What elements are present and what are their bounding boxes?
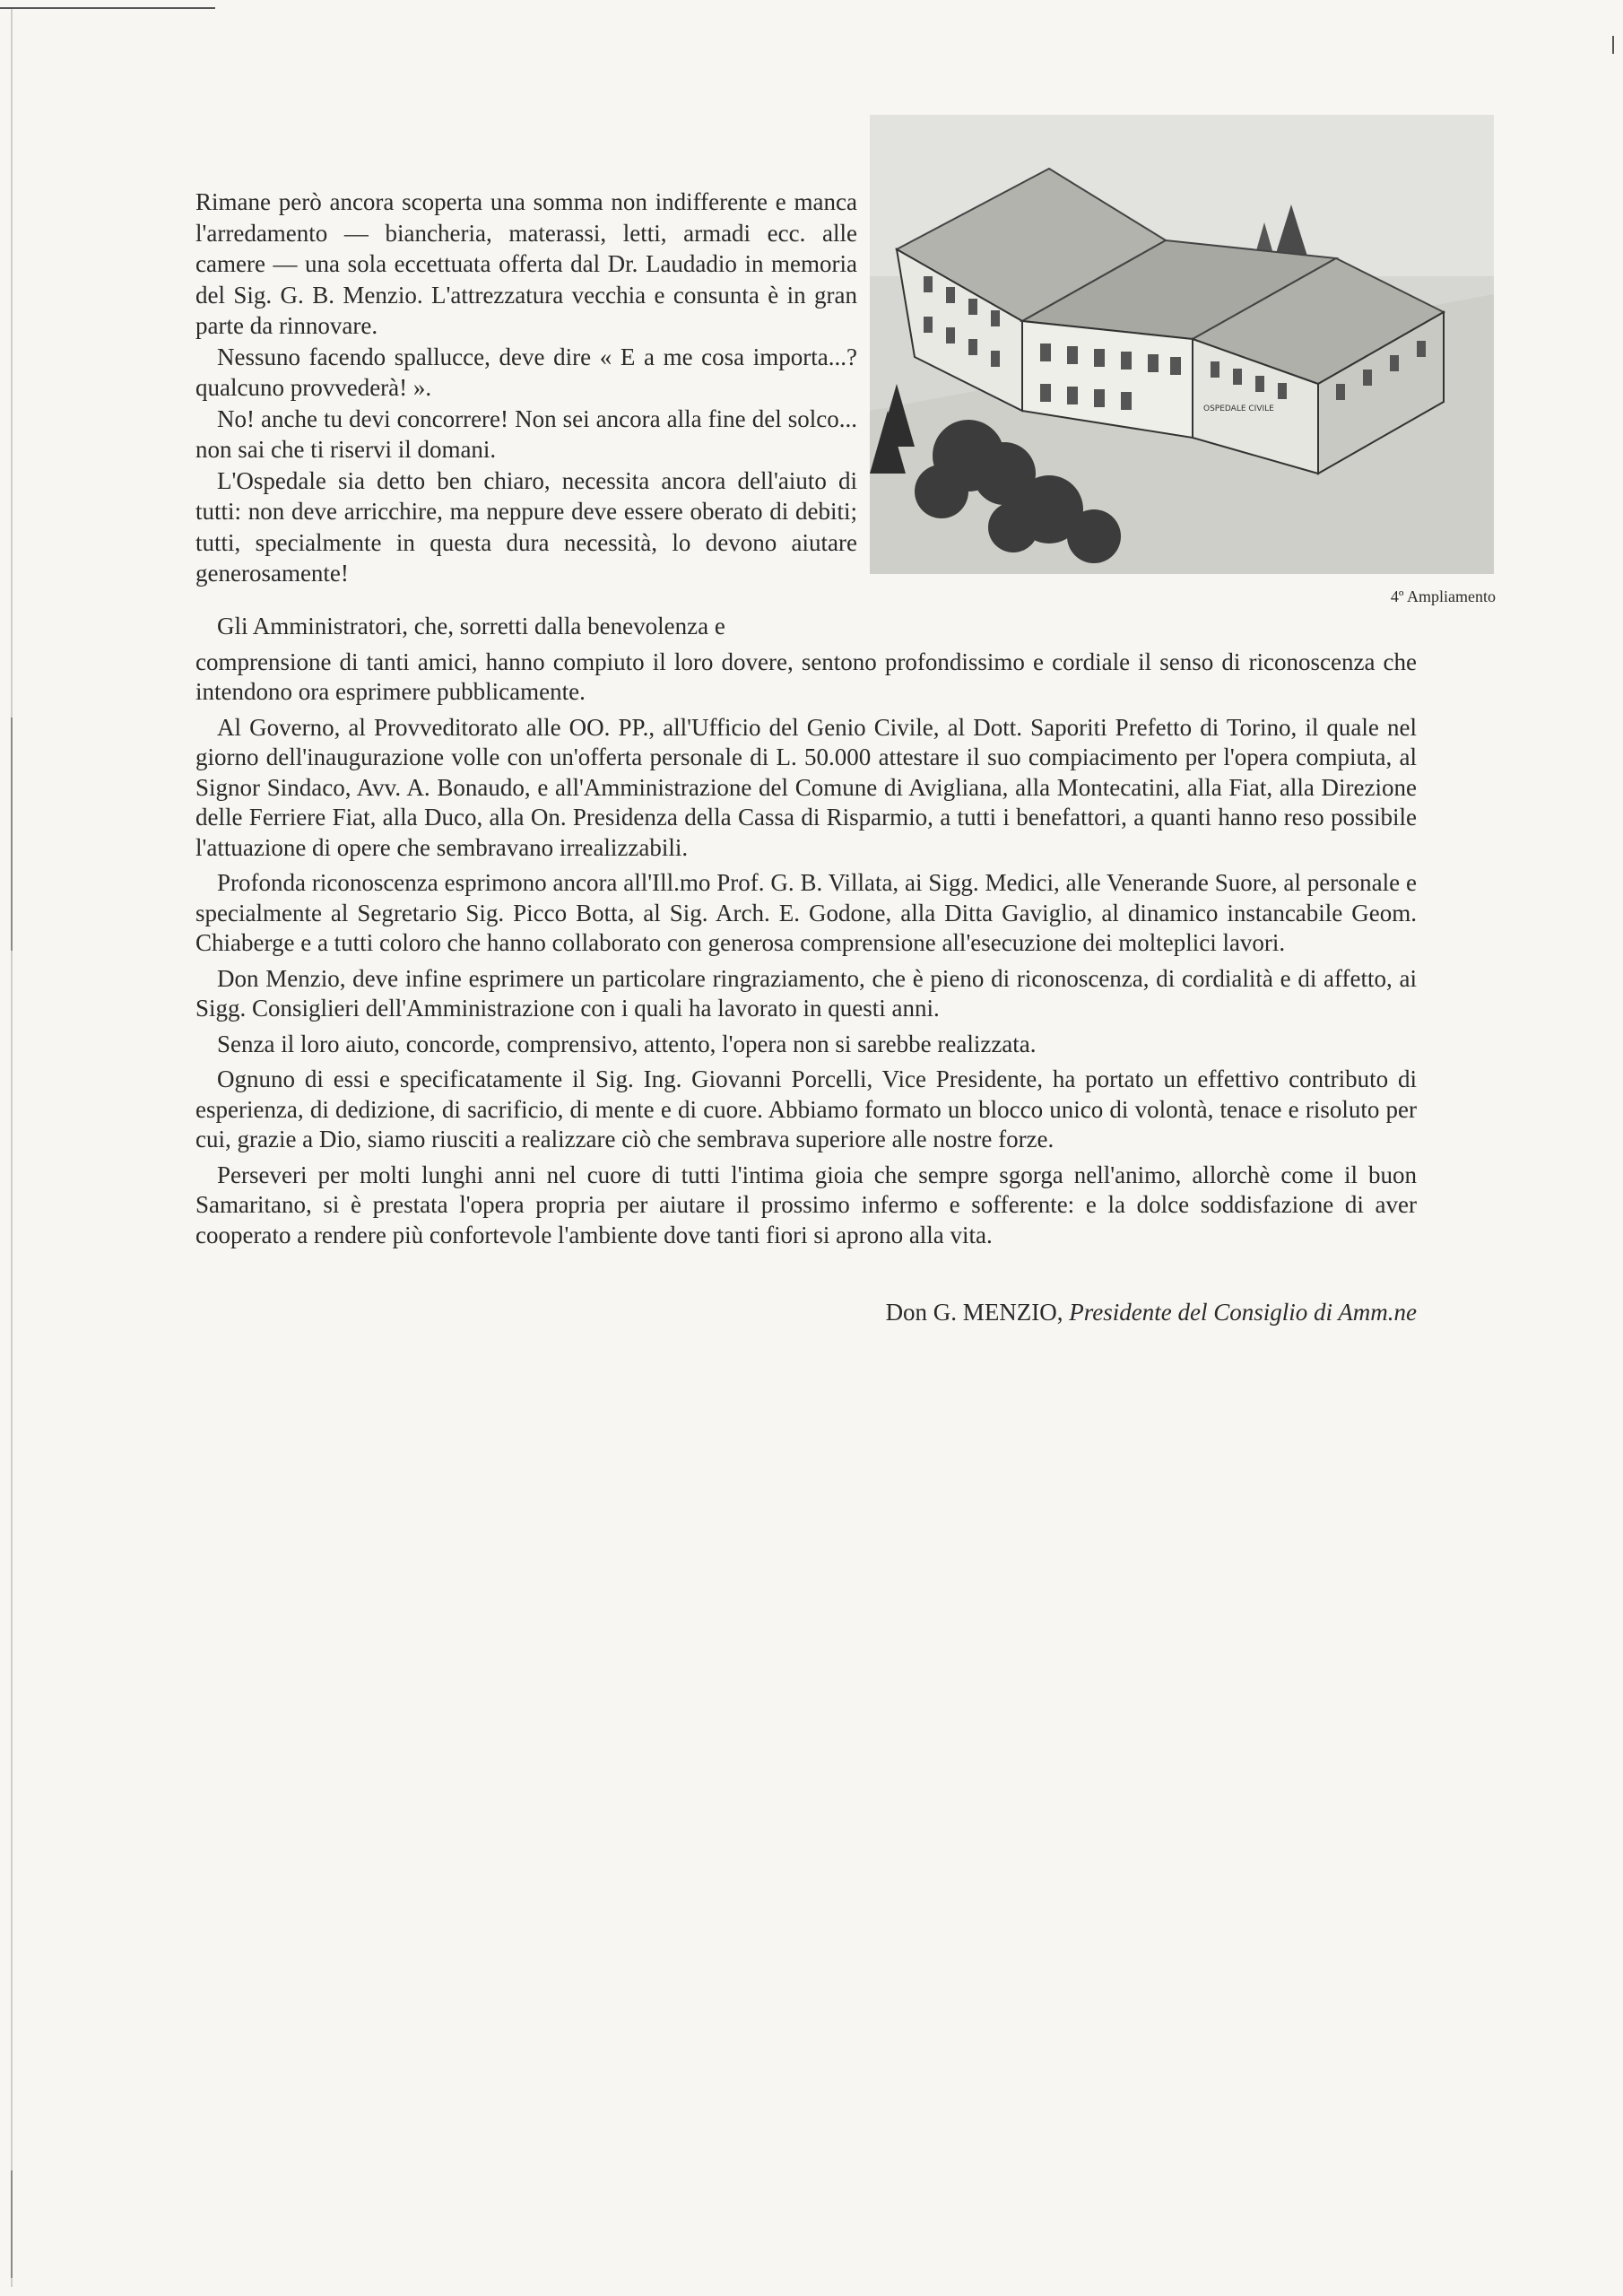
signature-name: Don G. MENZIO, [885,1299,1063,1326]
signature-title: Presidente del Consiglio di Amm.ne [1069,1299,1417,1326]
paragraph: Ognuno di essi e specificatamente il Sig. Ing. Giovanni Porcelli, Vice Presidente, ha portato un effettivo contributo di esperienza, di dedizione, di sacrificio, di mente e di cuore. Abbiamo formato un blocco unico di volontà, tenace e risoluto per cui, grazie a Dio, siamo riusciti a realizzare ciò che sembrava superiore alle nostre forze. [195,1065,1417,1152]
paragraph: Nessuno facendo spallucce, deve dire « E a me cosa importa...? qualcuno provvederà! ». [195,343,857,401]
page-edge-line [11,9,13,2287]
facade-sign: OSPEDALE CIVILE [1203,404,1274,413]
paragraph: comprensione di tanti amici, hanno compiuto il loro dovere, sentono profondissimo e cordiale il senso di riconoscenza che intendono ora esprimere pubblicamente. [195,648,1417,705]
page-edge-line [1612,36,1614,54]
main-text [195,612,1417,1256]
paragraph: Al Governo, al Provveditorato alle OO. PP., all'Ufficio del Genio Civile, al Dott. Saporiti Prefetto di Torino, il quale nel giorno dell'inaugurazione volle con un'offerta personale di L. 50.000 attestare il suo compiacimento per l'opera compiuta, al Signor Sindaco, Avv. A. Bonaudo, e all'Amministrazione del Comune di Avigliana, alla Montecatini, alla Fiat, alla Direzione delle Ferriere Fiat, alla Duco, alla On. Presidenza della Cassa di Risparmio, a tutti i benefattori, a quanti hanno reso possibile l'attuazione di opere che sembravano irrealizzabili. [195,713,1417,861]
paragraph: L'Ospedale sia detto ben chiaro, necessita ancora dell'aiuto di tutti: non deve arricchire, ma neppure deve essere oberato di debiti; tutti, specialmente in questa dura necessità, lo devono aiutare generosamente! [195,466,857,587]
paragraph: No! anche tu devi concorrere! Non sei ancora alla fine del solco... non sai che ti riservi il domani. [195,404,857,463]
top-left-column [195,187,857,589]
page-edge-line [11,2170,13,2278]
figure-caption: 4º Ampliamento [1390,587,1496,605]
paragraph: Don Menzio, deve infine esprimere un particolare ringraziamento, che è pieno di riconoscenza, di cordialità e di affetto, ai Sigg. Consiglieri dell'Amministrazione con i quali ha lavorato in questi anni. [195,964,1417,1022]
page-edge-line [0,7,215,9]
paragraph: Profonda riconoscenza esprimono ancora all'Ill.mo Prof. G. B. Villata, ai Sigg. Medici, alle Venerande Suore, al personale e specialmente al Segretario Sig. Picco Botta, al Sig. Arch. E. Godone, alla Ditta Gaviglio, al dinamico instancabile Geom. Chiaberge e a tutti coloro che hanno collaborato con generosa comprensione all'esecuzione dei molteplici lavori. [195,869,1417,956]
paragraph: Senza il loro aiuto, concorde, comprensivo, attento, l'opera non si sarebbe realizzata. [217,1030,1037,1057]
paragraph: Gli Amministratori, che, sorretti dalla benevolenza e [217,613,725,639]
paragraph: Rimane però ancora scoperta una somma non indifferente e manca l'arredamento — biancheria, materassi, letti, armadi ecc. alle camere — una sola eccettuata offerta dal Dr. Laudadio in memoria del Sig. G. B. Menzio. L'attrezzatura vecchia e consunta è in gran parte da rinnovare. [195,188,857,339]
paragraph: Perseveri per molti lunghi anni nel cuore di tutti l'intima gioia che sempre sgorga nell'animo, allorchè come il buon Samaritano, si è prestata l'opera propria per aiutare il prossimo infermo e sofferente: e la dolce soddisfazione di aver cooperato a rendere più confortevole l'ambiente dove tanti fiori si aprono alla vita. [195,1161,1417,1248]
signature [195,1299,1417,1326]
page-edge-line [11,718,13,951]
hospital-illustration [870,115,1494,574]
